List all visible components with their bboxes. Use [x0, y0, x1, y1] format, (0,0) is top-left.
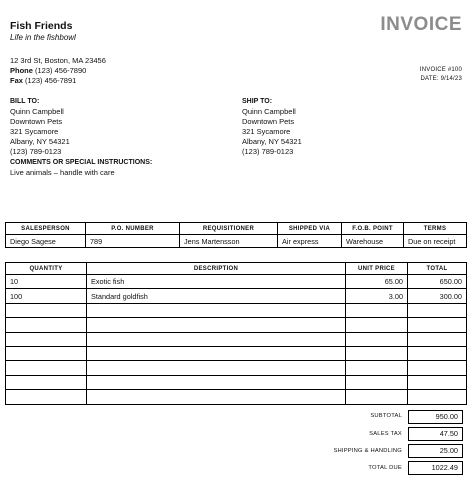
order-value-cell: Warehouse: [342, 235, 404, 248]
unit-price-cell: [346, 318, 408, 332]
unit-price-cell: [346, 303, 408, 317]
description-cell: [87, 375, 346, 389]
subtotal-value: 950.00: [408, 410, 463, 424]
description-cell: Exotic fish: [87, 275, 346, 289]
ship-to-line: Quinn Campbell: [242, 107, 296, 116]
items-header-cell: DESCRIPTION: [87, 263, 346, 275]
line-total-cell: [408, 318, 467, 332]
bill-to-heading: BILL TO:: [10, 98, 40, 105]
unit-price-cell: 65.00: [346, 275, 408, 289]
ship-to-line: Albany, NY 54321: [242, 137, 302, 146]
unit-price-cell: [346, 361, 408, 375]
sales-tax-value: 47.50: [408, 427, 463, 441]
line-items-table: [5, 262, 467, 405]
unit-price-cell: [346, 390, 408, 404]
order-header-row: [6, 223, 467, 235]
bill-to-line: (123) 789-0123: [10, 147, 62, 156]
unit-price-cell: 3.00: [346, 289, 408, 303]
bill-to-block: [10, 97, 70, 157]
comments-text: Live animals – handle with care: [10, 168, 115, 177]
total-due-value: 1022.49: [408, 461, 463, 475]
ship-to-heading: SHIP TO:: [242, 98, 273, 105]
table-row: [6, 275, 467, 289]
quantity-cell: [6, 303, 87, 317]
quantity-cell: [6, 375, 87, 389]
line-total-cell: [408, 346, 467, 360]
order-header-cell: SALESPERSON: [6, 223, 86, 235]
fax-label: Fax: [10, 76, 23, 85]
bill-to-line: 321 Sycamore: [10, 127, 59, 136]
ship-to-block: [242, 97, 302, 157]
quantity-cell: [6, 318, 87, 332]
order-value-cell: Due on receipt: [404, 235, 467, 248]
line-total-cell: [408, 303, 467, 317]
table-row: [6, 332, 467, 346]
subtotal-label: SUBTOTAL: [370, 413, 402, 419]
phone-value: (123) 456-7890: [35, 66, 87, 75]
phone-label: Phone: [10, 66, 33, 75]
table-row: [6, 390, 467, 404]
company-address: 12 3rd St, Boston, MA 23456: [10, 56, 106, 65]
company-contact: [10, 56, 106, 86]
ship-to-line: 321 Sycamore: [242, 127, 291, 136]
invoice-date: DATE: 9/14/23: [420, 76, 462, 82]
quantity-cell: [6, 346, 87, 360]
items-header-cell: UNIT PRICE: [346, 263, 408, 275]
description-cell: [87, 361, 346, 375]
items-header-cell: TOTAL: [408, 263, 467, 275]
line-total-cell: 650.00: [408, 275, 467, 289]
bill-to-line: Quinn Campbell: [10, 107, 64, 116]
quantity-cell: 100: [6, 289, 87, 303]
description-cell: [87, 346, 346, 360]
unit-price-cell: [346, 375, 408, 389]
invoice-number: INVOICE #100: [419, 67, 462, 73]
items-header-cell: QUANTITY: [6, 263, 87, 275]
order-value-cell: Air express: [278, 235, 342, 248]
description-cell: Standard goldfish: [87, 289, 346, 303]
line-total-cell: 300.00: [408, 289, 467, 303]
description-cell: [87, 318, 346, 332]
order-header-cell: P.O. NUMBER: [86, 223, 180, 235]
order-value-cell: Jens Martensson: [180, 235, 278, 248]
total-due-label: TOTAL DUE: [368, 465, 402, 471]
table-row: [6, 303, 467, 317]
table-row: [6, 361, 467, 375]
order-header-cell: TERMS: [404, 223, 467, 235]
unit-price-cell: [346, 332, 408, 346]
table-row: [6, 375, 467, 389]
quantity-cell: [6, 332, 87, 346]
table-row: [6, 289, 467, 303]
fax-value: (123) 456-7891: [25, 76, 77, 85]
order-value-cell: 789: [86, 235, 180, 248]
invoice-title: INVOICE: [380, 14, 462, 35]
description-cell: [87, 332, 346, 346]
line-total-cell: [408, 361, 467, 375]
line-total-cell: [408, 332, 467, 346]
order-details-table: [5, 222, 467, 248]
order-header-cell: F.O.B. POINT: [342, 223, 404, 235]
bill-to-line: Albany, NY 54321: [10, 137, 70, 146]
ship-to-line: (123) 789-0123: [242, 147, 294, 156]
unit-price-cell: [346, 346, 408, 360]
shipping-label: SHIPPING & HANDLING: [333, 448, 402, 454]
line-total-cell: [408, 375, 467, 389]
quantity-cell: [6, 390, 87, 404]
shipping-value: 25.00: [408, 444, 463, 458]
order-header-cell: SHIPPED VIA: [278, 223, 342, 235]
order-value-cell: Diego Sagese: [6, 235, 86, 248]
ship-to-line: Downtown Pets: [242, 117, 295, 126]
company-fax: [10, 76, 106, 86]
quantity-cell: [6, 361, 87, 375]
description-cell: [87, 390, 346, 404]
invoice-meta: [420, 66, 462, 84]
table-row: [6, 346, 467, 360]
quantity-cell: 10: [6, 275, 87, 289]
comments-block: [10, 158, 152, 178]
line-total-cell: [408, 390, 467, 404]
items-header-row: [6, 263, 467, 275]
company-phone: [10, 66, 106, 76]
bill-to-line: Downtown Pets: [10, 117, 63, 126]
company-name: Fish Friends: [10, 20, 73, 32]
comments-heading: COMMENTS OR SPECIAL INSTRUCTIONS:: [10, 159, 153, 166]
company-tagline: Life in the fishbowl: [10, 33, 76, 42]
order-header-cell: REQUISITIONER: [180, 223, 278, 235]
order-values-row: [6, 235, 467, 248]
sales-tax-label: SALES TAX: [369, 431, 402, 437]
table-row: [6, 318, 467, 332]
description-cell: [87, 303, 346, 317]
